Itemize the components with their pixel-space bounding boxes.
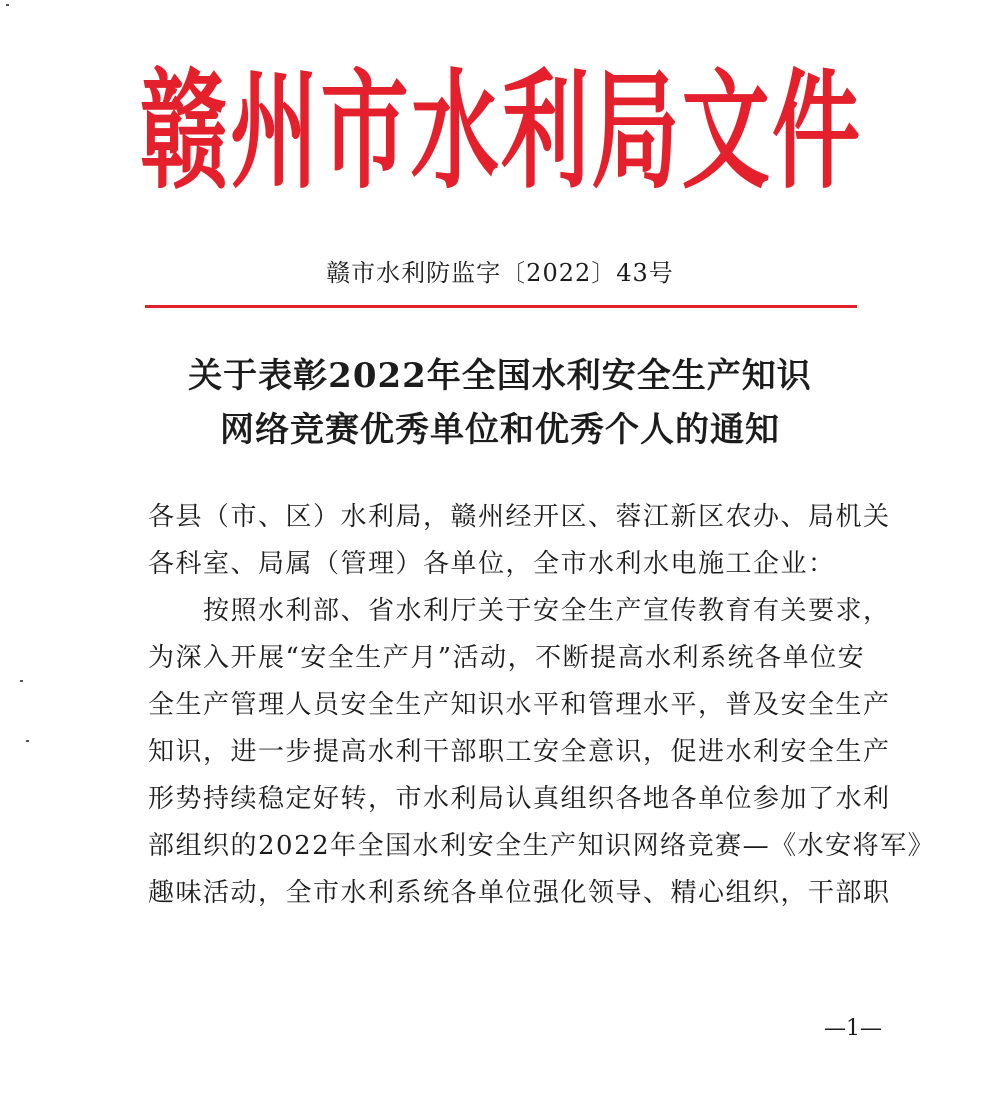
issuer-char: 利 [501,56,590,206]
scan-speck [6,4,9,6]
document-number: 赣市水利防监字〔2022〕43号 [326,259,674,287]
body-line: 形势持续稳定好转，市水利局认真组织各地各单位参加了水利 [148,784,891,814]
notice-title-line-2: 网络竞赛优秀单位和优秀个人的通知 [220,410,780,450]
body-line: 知识，进一步提高水利干部职工安全意识，促进水利安全生产 [148,737,891,767]
issuer-char: 文 [681,56,770,206]
body-line: 为深入开展“安全生产月”活动，不断提高水利系统各单位安 [148,643,866,673]
scan-speck [20,680,23,682]
scan-speck [26,740,29,742]
body-line: 趣味活动，全市水利系统各单位强化领导、精心组织，干部职 [148,878,891,908]
header-divider [145,305,857,308]
notice-title-line-1: 关于表彰2022年全国水利安全生产知识 [188,356,812,396]
issuer-char: 州 [230,56,319,206]
document-header-issuer [140,56,860,206]
body-line: 各县（市、区）水利局，赣州经开区、蓉江新区农办、局机关 [148,502,891,532]
issuer-char: 件 [771,56,860,206]
issuer-char: 市 [320,56,409,206]
page-number: —1— [824,1016,882,1041]
issuer-char: 赣 [140,56,229,206]
issuer-char: 局 [591,56,680,206]
body-line: 部组织的2022年全国水利安全生产知识网络竞赛—《水安将军》 [148,831,936,861]
body-line: 按照水利部、省水利厅关于安全生产宣传教育有关要求， [148,596,891,626]
body-line: 各科室、局属（管理）各单位，全市水利水电施工企业： [148,549,836,579]
issuer-char: 水 [410,56,499,206]
body-line: 全生产管理人员安全生产知识水平和管理水平，普及安全生产 [148,690,891,720]
